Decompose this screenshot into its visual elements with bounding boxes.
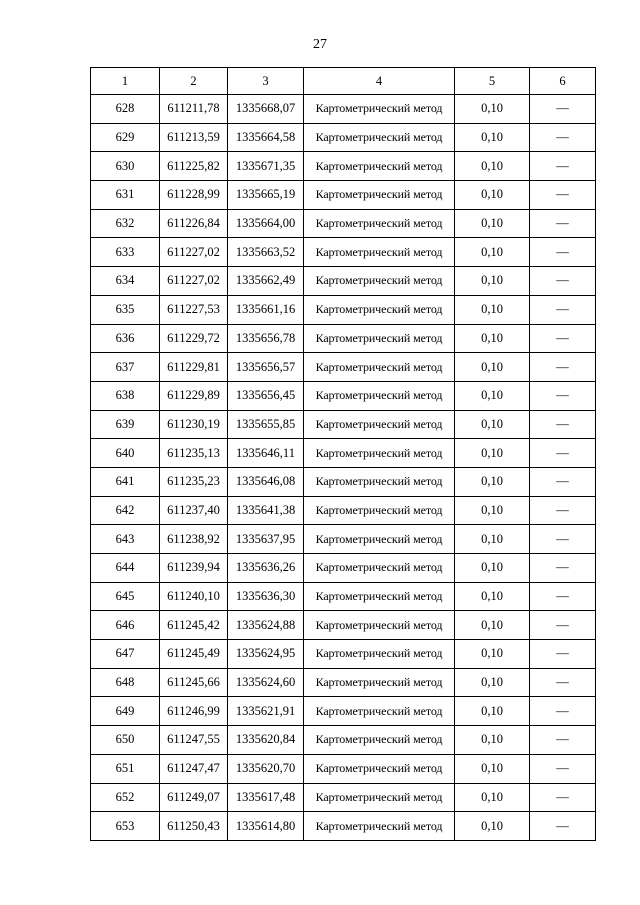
note-cell: — [530,209,596,238]
accuracy-cell: 0,10 [455,754,530,783]
table-row [91,410,596,439]
x-coordinate-cell: 611239,94 [160,554,228,583]
table-header-row [91,68,596,95]
note-cell: — [530,95,596,124]
accuracy-cell: 0,10 [455,209,530,238]
point-number-cell: 638 [91,381,160,410]
table-row [91,640,596,669]
method-cell: Картометрический метод [304,496,455,525]
method-cell: Картометрический метод [304,812,455,841]
accuracy-cell: 0,10 [455,381,530,410]
note-cell: — [530,783,596,812]
note-cell: — [530,611,596,640]
y-coordinate-cell: 1335656,78 [228,324,304,353]
method-cell: Картометрический метод [304,611,455,640]
accuracy-cell: 0,10 [455,668,530,697]
accuracy-cell: 0,10 [455,525,530,554]
point-number-cell: 646 [91,611,160,640]
method-cell: Картометрический метод [304,697,455,726]
y-coordinate-cell: 1335664,58 [228,123,304,152]
point-number-cell: 643 [91,525,160,554]
table-row [91,726,596,755]
x-coordinate-cell: 611229,89 [160,381,228,410]
accuracy-cell: 0,10 [455,726,530,755]
y-coordinate-cell: 1335656,45 [228,381,304,410]
point-number-cell: 634 [91,267,160,296]
note-cell: — [530,439,596,468]
accuracy-cell: 0,10 [455,697,530,726]
accuracy-cell: 0,10 [455,611,530,640]
method-cell: Картометрический метод [304,267,455,296]
point-number-cell: 649 [91,697,160,726]
note-cell: — [530,181,596,210]
y-coordinate-cell: 1335668,07 [228,95,304,124]
accuracy-cell: 0,10 [455,410,530,439]
point-number-cell: 645 [91,582,160,611]
table-row [91,611,596,640]
x-coordinate-cell: 611245,42 [160,611,228,640]
table-row [91,267,596,296]
note-cell: — [530,812,596,841]
accuracy-cell: 0,10 [455,295,530,324]
table-row [91,439,596,468]
point-number-cell: 637 [91,353,160,382]
y-coordinate-cell: 1335646,08 [228,467,304,496]
method-cell: Картометрический метод [304,754,455,783]
method-cell: Картометрический метод [304,95,455,124]
x-coordinate-cell: 611247,55 [160,726,228,755]
accuracy-cell: 0,10 [455,554,530,583]
method-cell: Картометрический метод [304,353,455,382]
y-coordinate-cell: 1335655,85 [228,410,304,439]
note-cell: — [530,697,596,726]
note-cell: — [530,525,596,554]
table-row [91,123,596,152]
point-number-cell: 651 [91,754,160,783]
x-coordinate-cell: 611245,49 [160,640,228,669]
accuracy-cell: 0,10 [455,783,530,812]
note-cell: — [530,640,596,669]
accuracy-cell: 0,10 [455,467,530,496]
method-cell: Картометрический метод [304,783,455,812]
table-row [91,295,596,324]
y-coordinate-cell: 1335620,84 [228,726,304,755]
table-body [91,95,596,841]
method-cell: Картометрический метод [304,324,455,353]
y-coordinate-cell: 1335620,70 [228,754,304,783]
table-row [91,496,596,525]
table-row [91,783,596,812]
method-cell: Картометрический метод [304,209,455,238]
x-coordinate-cell: 611235,13 [160,439,228,468]
x-coordinate-cell: 611229,72 [160,324,228,353]
accuracy-cell: 0,10 [455,238,530,267]
x-coordinate-cell: 611225,82 [160,152,228,181]
method-cell: Картометрический метод [304,467,455,496]
table-row [91,238,596,267]
note-cell: — [530,554,596,583]
method-cell: Картометрический метод [304,668,455,697]
table-row [91,324,596,353]
y-coordinate-cell: 1335671,35 [228,152,304,181]
y-coordinate-cell: 1335664,00 [228,209,304,238]
note-cell: — [530,152,596,181]
method-cell: Картометрический метод [304,123,455,152]
y-coordinate-cell: 1335663,52 [228,238,304,267]
table-row [91,812,596,841]
accuracy-cell: 0,10 [455,439,530,468]
method-cell: Картометрический метод [304,295,455,324]
y-coordinate-cell: 1335636,26 [228,554,304,583]
point-number-cell: 639 [91,410,160,439]
table-row [91,467,596,496]
note-cell: — [530,381,596,410]
page-number: 27 [313,37,327,52]
method-cell: Картометрический метод [304,410,455,439]
x-coordinate-cell: 611246,99 [160,697,228,726]
column-header-1: 1 [91,68,160,95]
x-coordinate-cell: 611227,02 [160,267,228,296]
y-coordinate-cell: 1335617,48 [228,783,304,812]
note-cell: — [530,754,596,783]
accuracy-cell: 0,10 [455,496,530,525]
coordinates-table [90,67,596,841]
point-number-cell: 633 [91,238,160,267]
point-number-cell: 628 [91,95,160,124]
table-row [91,554,596,583]
point-number-cell: 630 [91,152,160,181]
y-coordinate-cell: 1335665,19 [228,181,304,210]
accuracy-cell: 0,10 [455,95,530,124]
table-row [91,697,596,726]
note-cell: — [530,295,596,324]
method-cell: Картометрический метод [304,582,455,611]
point-number-cell: 642 [91,496,160,525]
x-coordinate-cell: 611226,84 [160,209,228,238]
point-number-cell: 644 [91,554,160,583]
column-header-5: 5 [455,68,530,95]
note-cell: — [530,123,596,152]
method-cell: Картометрический метод [304,640,455,669]
method-cell: Картометрический метод [304,238,455,267]
y-coordinate-cell: 1335621,91 [228,697,304,726]
table-row [91,525,596,554]
note-cell: — [530,353,596,382]
x-coordinate-cell: 611247,47 [160,754,228,783]
table-row [91,181,596,210]
point-number-cell: 652 [91,783,160,812]
y-coordinate-cell: 1335662,49 [228,267,304,296]
accuracy-cell: 0,10 [455,181,530,210]
note-cell: — [530,467,596,496]
column-header-3: 3 [228,68,304,95]
point-number-cell: 629 [91,123,160,152]
accuracy-cell: 0,10 [455,152,530,181]
method-cell: Картометрический метод [304,381,455,410]
x-coordinate-cell: 611230,19 [160,410,228,439]
x-coordinate-cell: 611238,92 [160,525,228,554]
y-coordinate-cell: 1335646,11 [228,439,304,468]
x-coordinate-cell: 611250,43 [160,812,228,841]
table-row [91,152,596,181]
accuracy-cell: 0,10 [455,582,530,611]
table-row [91,95,596,124]
method-cell: Картометрический метод [304,152,455,181]
accuracy-cell: 0,10 [455,812,530,841]
point-number-cell: 641 [91,467,160,496]
note-cell: — [530,324,596,353]
point-number-cell: 631 [91,181,160,210]
point-number-cell: 648 [91,668,160,697]
x-coordinate-cell: 611235,23 [160,467,228,496]
x-coordinate-cell: 611227,02 [160,238,228,267]
table-row [91,209,596,238]
y-coordinate-cell: 1335624,95 [228,640,304,669]
y-coordinate-cell: 1335656,57 [228,353,304,382]
method-cell: Картометрический метод [304,525,455,554]
accuracy-cell: 0,10 [455,353,530,382]
column-header-2: 2 [160,68,228,95]
point-number-cell: 632 [91,209,160,238]
note-cell: — [530,668,596,697]
table-row [91,668,596,697]
point-number-cell: 647 [91,640,160,669]
point-number-cell: 636 [91,324,160,353]
table-row [91,582,596,611]
column-header-4: 4 [304,68,455,95]
column-header-6: 6 [530,68,596,95]
accuracy-cell: 0,10 [455,267,530,296]
x-coordinate-cell: 611229,81 [160,353,228,382]
table-row [91,381,596,410]
note-cell: — [530,410,596,439]
y-coordinate-cell: 1335624,88 [228,611,304,640]
accuracy-cell: 0,10 [455,640,530,669]
y-coordinate-cell: 1335624,60 [228,668,304,697]
accuracy-cell: 0,10 [455,324,530,353]
note-cell: — [530,582,596,611]
method-cell: Картометрический метод [304,439,455,468]
x-coordinate-cell: 611228,99 [160,181,228,210]
note-cell: — [530,238,596,267]
x-coordinate-cell: 611227,53 [160,295,228,324]
y-coordinate-cell: 1335637,95 [228,525,304,554]
point-number-cell: 640 [91,439,160,468]
x-coordinate-cell: 611211,78 [160,95,228,124]
method-cell: Картометрический метод [304,181,455,210]
x-coordinate-cell: 611213,59 [160,123,228,152]
table-row [91,353,596,382]
note-cell: — [530,496,596,525]
note-cell: — [530,267,596,296]
x-coordinate-cell: 611249,07 [160,783,228,812]
point-number-cell: 635 [91,295,160,324]
accuracy-cell: 0,10 [455,123,530,152]
x-coordinate-cell: 611237,40 [160,496,228,525]
point-number-cell: 650 [91,726,160,755]
point-number-cell: 653 [91,812,160,841]
x-coordinate-cell: 611240,10 [160,582,228,611]
x-coordinate-cell: 611245,66 [160,668,228,697]
y-coordinate-cell: 1335661,16 [228,295,304,324]
note-cell: — [530,726,596,755]
method-cell: Картометрический метод [304,726,455,755]
method-cell: Картометрический метод [304,554,455,583]
y-coordinate-cell: 1335641,38 [228,496,304,525]
y-coordinate-cell: 1335614,80 [228,812,304,841]
table-row [91,754,596,783]
y-coordinate-cell: 1335636,30 [228,582,304,611]
